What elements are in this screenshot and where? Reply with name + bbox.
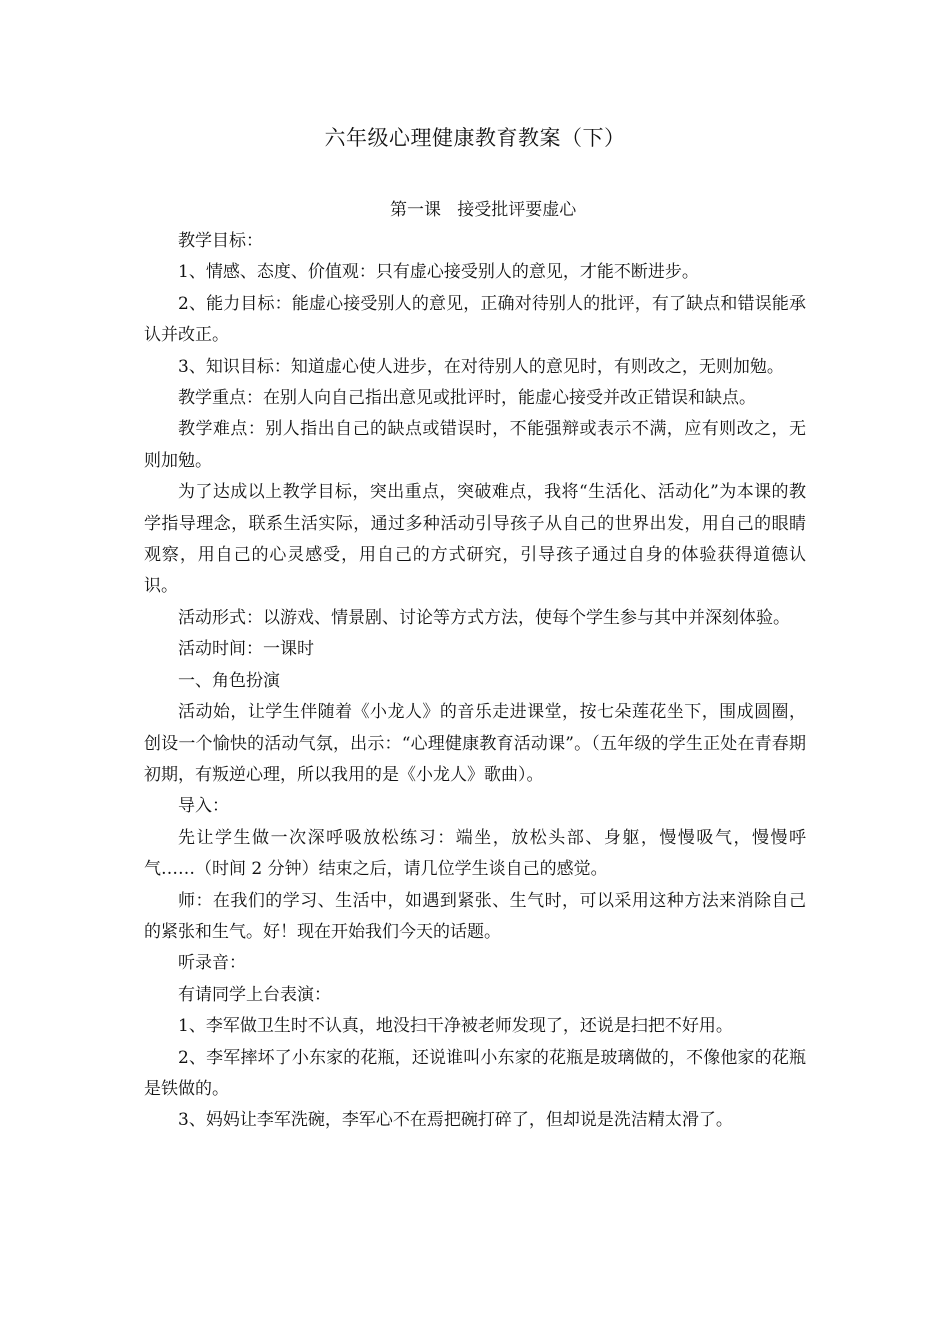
paragraph-listen-recording: 听录音： — [178, 953, 246, 974]
paragraph-goal-knowledge: 3、知识目标：知道虚心使人进步，在对待别人的意见时，有则改之，无则加勉。 — [178, 356, 784, 377]
paragraph-goal-ability: 2、能力目标：能虚心接受别人的意见，正确对待别人的批评，有了缺点和错误能承认并改正。 — [144, 293, 806, 346]
paragraph-scenario-3: 3、妈妈让李军洗碗，李军心不在焉把碗打碎了，但却说是洗洁精太滑了。 — [178, 1110, 733, 1131]
paragraph-teaching-philosophy: 为了达成以上教学目标，突出重点，突破难点，我将“生活化、活动化”为本课的教学指导理念，联系生活实际，通过多种活动引导孩子从自己的世界出发，用自己的眼睛观察，用自己的心灵感受，用自己的方式研究，引导孩子通过自身的体验获得道德认识。 — [144, 482, 806, 597]
paragraph-introduction-heading: 导入： — [178, 796, 229, 817]
paragraph-goal-emotion: 1、情感、态度、价值观：只有虚心接受别人的意见，才能不断进步。 — [178, 262, 699, 283]
paragraph-key-point: 教学重点：在别人向自己指出意见或批评时，能虚心接受并改正错误和缺点。 — [178, 388, 756, 409]
paragraph-difficult-point: 教学难点：别人指出自己的缺点或错误时，不能强辩或表示不满，应有则改之，无则加勉。 — [144, 419, 806, 471]
paragraph-teacher-remark: 师：在我们的学习、生活中，如遇到紧张、生气时，可以采用这种方法来消除自己的紧张和生气。好！现在开始我们今天的话题。 — [144, 890, 806, 942]
paragraph-invite-performance: 有请同学上台表演： — [178, 984, 331, 1005]
paragraph-scenario-1: 1、李军做卫生时不认真，地没扫干净被老师发现了，还说是扫把不好用。 — [178, 1016, 733, 1037]
paragraph-scenario-2: 2、李军摔坏了小东家的花瓶，还说谁叫小东家的花瓶是玻璃做的，不像他家的花瓶是铁做的。 — [144, 1047, 806, 1099]
paragraph-activity-time: 活动时间：一课时 — [178, 639, 314, 660]
paragraph-breathing-exercise: 先让学生做一次深呼吸放松练习：端坐，放松头部、身躯，慢慢吸气，慢慢呼气……（时间 2 分钟）结束之后，请几位学生谈自己的感觉。 — [144, 827, 806, 880]
paragraph-teaching-goals-heading: 教学目标： — [178, 231, 263, 251]
document-body — [144, 226, 806, 1137]
lesson-title: 第一课 接受批评要虚心 — [390, 200, 577, 220]
paragraph-section-role-play: 一、角色扮演 — [178, 670, 280, 691]
document-title: 六年级心理健康教育教案（下） — [324, 126, 626, 150]
paragraph-activity-form: 活动形式：以游戏、情景剧、讨论等方式方法，使每个学生参与其中并深刻体验。 — [178, 607, 790, 628]
paragraph-activity-start: 活动始，让学生伴随着《小龙人》的音乐走进课堂，按七朵莲花坐下，围成圆圈，创设一个愉快的活动气氛，出示：“心理健康教育活动课”。（五年级的学生正处在青春期初期，有叛逆心理，所以我用的是《小龙人》歌曲）。 — [144, 702, 806, 785]
